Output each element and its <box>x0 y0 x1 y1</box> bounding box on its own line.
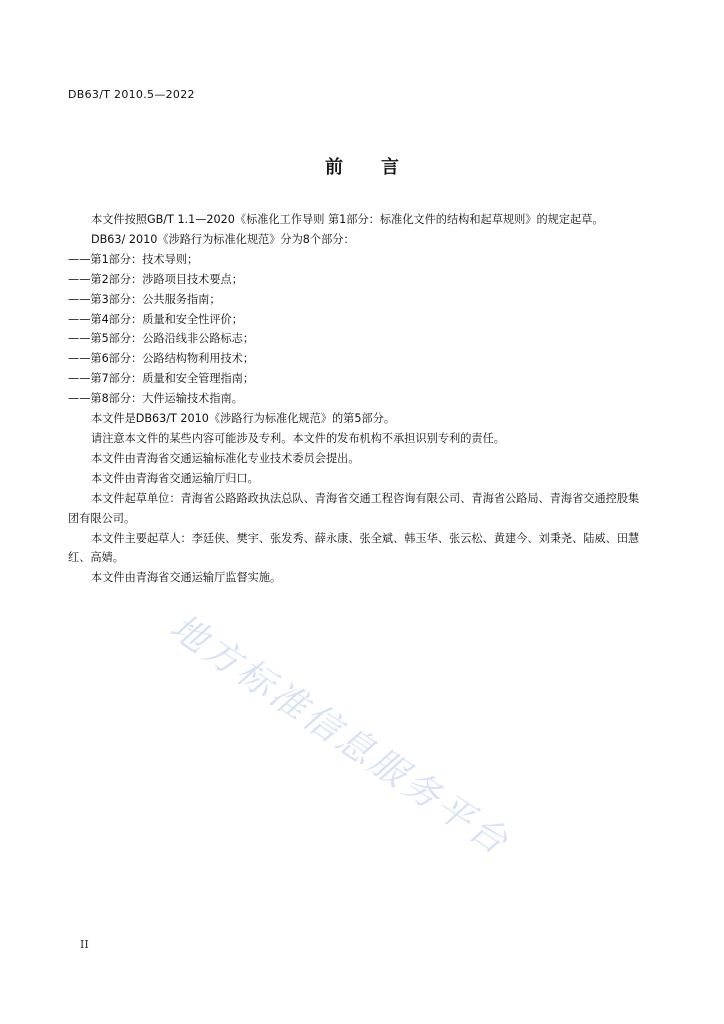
list-item-part-1: ——第1部分：技术导则； <box>68 252 199 266</box>
paragraph-drafting-rules: 本文件按照GB/T 1.1—2020《标准化工作导则 第1部分：标准化文件的结构和起草规则》的规定起草。 <box>91 213 604 226</box>
list-item-part-5: ——第5部分：公路沿线非公路标志； <box>68 332 255 346</box>
paragraph-parts-intro: DB63/ 2010《涉路行为标准化规范》分为8个部分： <box>91 232 355 246</box>
foreword-body <box>68 210 648 588</box>
paragraph-this-part: 本文件是DB63/T 2010《涉路行为标准化规范》的第5部分。 <box>91 412 396 426</box>
page-title: 前言 <box>325 157 437 178</box>
paragraph-drafting-units: 本文件起草单位：青海省公路路政执法总队、青海省交通工程咨询有限公司、青海省公路局、青海省交通控股集团有限公司。 <box>68 491 640 525</box>
paragraph-drafters: 本文件主要起草人：李廷侠、樊宇、张发秀、薛永康、张全斌、韩玉华、张云松、黄建今、刘秉尧、陆威、田慧红、高婧。 <box>68 531 640 565</box>
list-item-part-6: ——第6部分：公路结构物利用技术； <box>68 352 255 366</box>
page-number: II <box>80 938 89 951</box>
paragraph-administered-by: 本文件由青海省交通运输厅归口。 <box>91 471 259 485</box>
list-item-part-7: ——第7部分：质量和安全管理指南； <box>68 372 255 386</box>
list-item-part-8: ——第8部分：大件运输技术指南。 <box>68 392 243 406</box>
document-code: DB63/T 2010.5—2022 <box>68 88 195 101</box>
list-item-part-2: ——第2部分：涉路项目技术要点； <box>68 272 243 286</box>
paragraph-supervised-by: 本文件由青海省交通运输厅监督实施。 <box>91 571 282 585</box>
list-item-part-3: ——第3部分：公共服务指南； <box>68 292 221 306</box>
watermark-text: 地方标准信息服务平台 <box>162 606 518 865</box>
list-item-part-4: ——第4部分：质量和安全性评价； <box>68 312 243 326</box>
paragraph-proposed-by: 本文件由青海省交通运输标准化专业技术委员会提出。 <box>91 451 360 465</box>
paragraph-patent-notice: 请注意本文件的某些内容可能涉及专利。本文件的发布机构不承担识别专利的责任。 <box>91 431 505 445</box>
